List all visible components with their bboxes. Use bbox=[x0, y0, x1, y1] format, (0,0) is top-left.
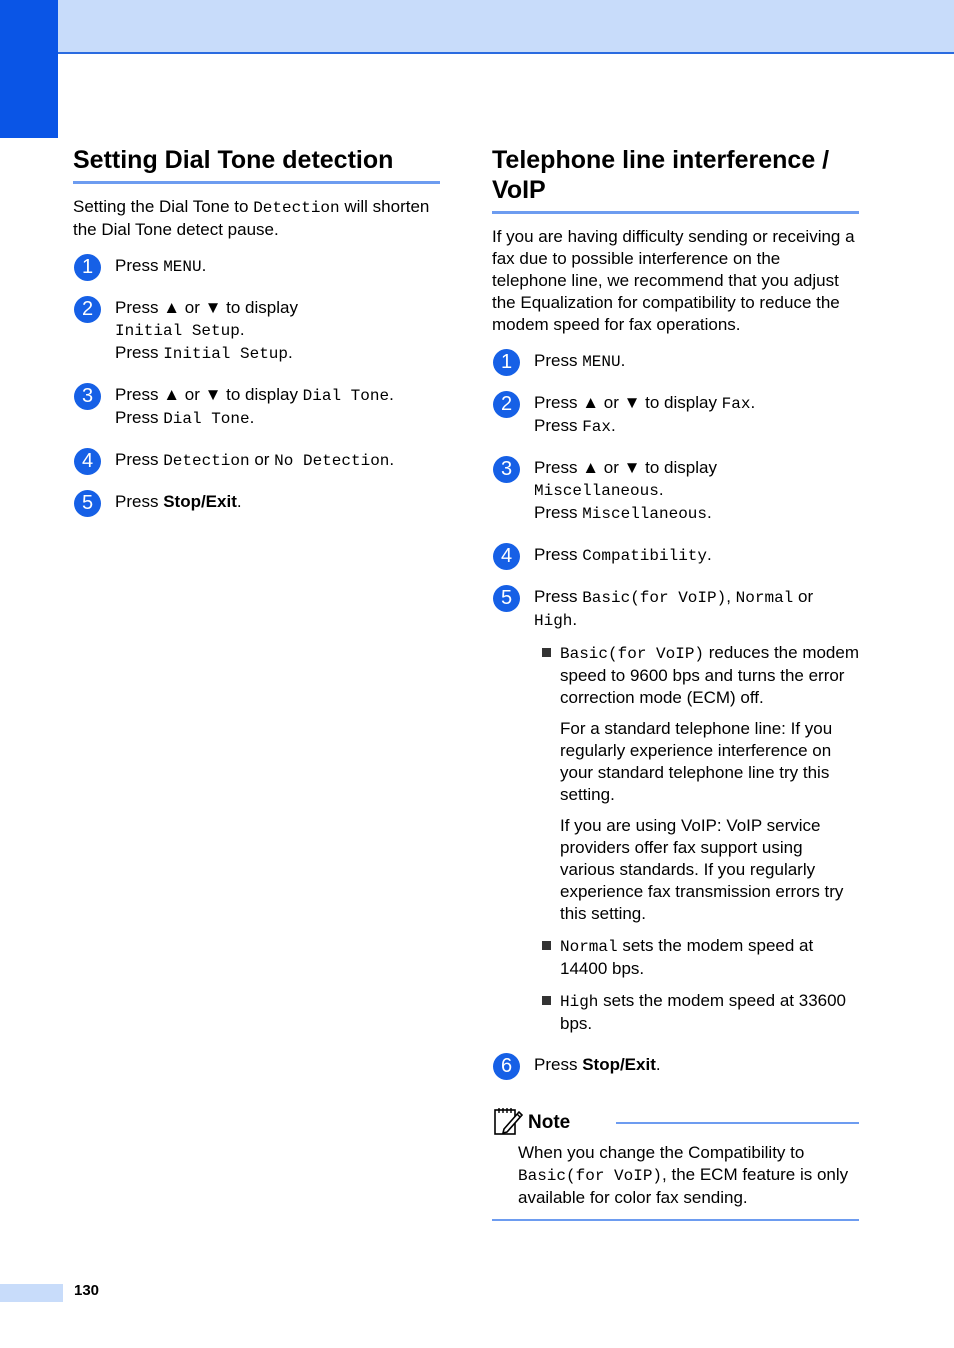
right-column bbox=[492, 145, 859, 1095]
header-band bbox=[0, 0, 954, 54]
compatibility-options bbox=[534, 642, 859, 1035]
step-3: 3 Press ▲ or ▼ to display Dial Tone. Press Dial Tone. bbox=[73, 384, 440, 430]
step-4: 4 Press Detection or No Detection. bbox=[73, 449, 440, 472]
step-number-badge: 5 bbox=[493, 585, 520, 612]
step-6: 6 Press Stop/Exit. bbox=[492, 1054, 859, 1076]
note-title: Note bbox=[528, 1112, 571, 1133]
down-arrow-icon: ▼ bbox=[623, 393, 641, 412]
square-bullet-icon bbox=[542, 996, 551, 1005]
step-number-badge: 2 bbox=[493, 391, 520, 418]
step-3: 3 Press ▲ or ▼ to display Miscellaneous. Press Miscellaneous. bbox=[492, 457, 859, 525]
interference-steps bbox=[492, 350, 859, 1076]
page-number: 130 bbox=[74, 1282, 100, 1299]
step-4: 4 Press Compatibility. bbox=[492, 544, 859, 567]
step-1: 1 Press MENU. bbox=[492, 350, 859, 373]
step-number-badge: 6 bbox=[493, 1053, 520, 1080]
square-bullet-icon bbox=[542, 941, 551, 950]
square-bullet-icon bbox=[542, 648, 551, 657]
step-2: 2 Press ▲ or ▼ to display Initial Setup. Press Initial Setup. bbox=[73, 297, 440, 365]
list-item: Normal sets the modem speed at 14400 bps. bbox=[534, 935, 859, 980]
left-column bbox=[73, 145, 440, 532]
step-number-badge: 4 bbox=[74, 448, 101, 475]
note-header bbox=[492, 1106, 859, 1140]
list-item: High sets the modem speed at 33600 bps. bbox=[534, 990, 859, 1035]
footer-strip bbox=[0, 1284, 63, 1302]
down-arrow-icon: ▼ bbox=[623, 458, 641, 477]
step-number-badge: 3 bbox=[74, 383, 101, 410]
note-rule bbox=[616, 1122, 859, 1124]
step-number-badge: 2 bbox=[74, 296, 101, 323]
step-1: 1 Press MENU. bbox=[73, 255, 440, 278]
step-number-badge: 5 bbox=[74, 490, 101, 517]
dial-tone-steps bbox=[73, 255, 440, 513]
note-text: When you change the Compatibility to Basic(for VoIP), the ECM feature is only available for color fax sending. bbox=[518, 1143, 849, 1207]
note-pencil-icon bbox=[492, 1105, 524, 1142]
up-arrow-icon: ▲ bbox=[163, 385, 181, 404]
step-5: 5 Press Basic(for VoIP), Normal or High. Basic(for VoIP) reduces the modem speed to 9600 bps and turns the error correction mode (ECM) off. For a standard telephone line: If you regularly experience interference on your standard telephone line try this setting. If you are using VoIP: VoIP service providers offer fax support using various standards. If you regularly experience fax transmission errors try this setting. Normal sets the modem speed at 14400 bps. High sets the modem speed at 33600 bps. bbox=[492, 586, 859, 1035]
step-number-badge: 1 bbox=[74, 254, 101, 281]
up-arrow-icon: ▲ bbox=[163, 298, 181, 317]
step-number-badge: 4 bbox=[493, 543, 520, 570]
step-2: 2 Press ▲ or ▼ to display Fax. Press Fax. bbox=[492, 392, 859, 438]
step-number-badge: 1 bbox=[493, 349, 520, 376]
chapter-tab bbox=[0, 0, 58, 138]
step-number-badge: 3 bbox=[493, 456, 520, 483]
section-heading-line-interference: Telephone line interference / VoIP bbox=[492, 145, 859, 214]
note-box bbox=[492, 1106, 859, 1221]
step-5: 5 Press Stop/Exit. bbox=[73, 491, 440, 513]
dial-tone-intro: Setting the Dial Tone to Detection will shorten the Dial Tone detect pause. bbox=[73, 197, 430, 239]
section-heading-dial-tone: Setting Dial Tone detection bbox=[73, 145, 440, 184]
down-arrow-icon: ▼ bbox=[204, 298, 222, 317]
up-arrow-icon: ▲ bbox=[582, 458, 600, 477]
down-arrow-icon: ▼ bbox=[204, 385, 222, 404]
list-item: Basic(for VoIP) reduces the modem speed to 9600 bps and turns the error correction mode (ECM) off. For a standard telephone line: If you regularly experience interference on your standard telephone line try this setting. If you are using VoIP: VoIP service providers offer fax support using various standards. If you regularly experience fax transmission errors try this setting. bbox=[534, 642, 859, 925]
interference-intro: If you are having difficulty sending or receiving a fax due to possible interference on the telephone line, we recommend that you adjust the Equalization for compatibility to reduce the modem speed for fax operations. bbox=[492, 227, 855, 334]
up-arrow-icon: ▲ bbox=[582, 393, 600, 412]
